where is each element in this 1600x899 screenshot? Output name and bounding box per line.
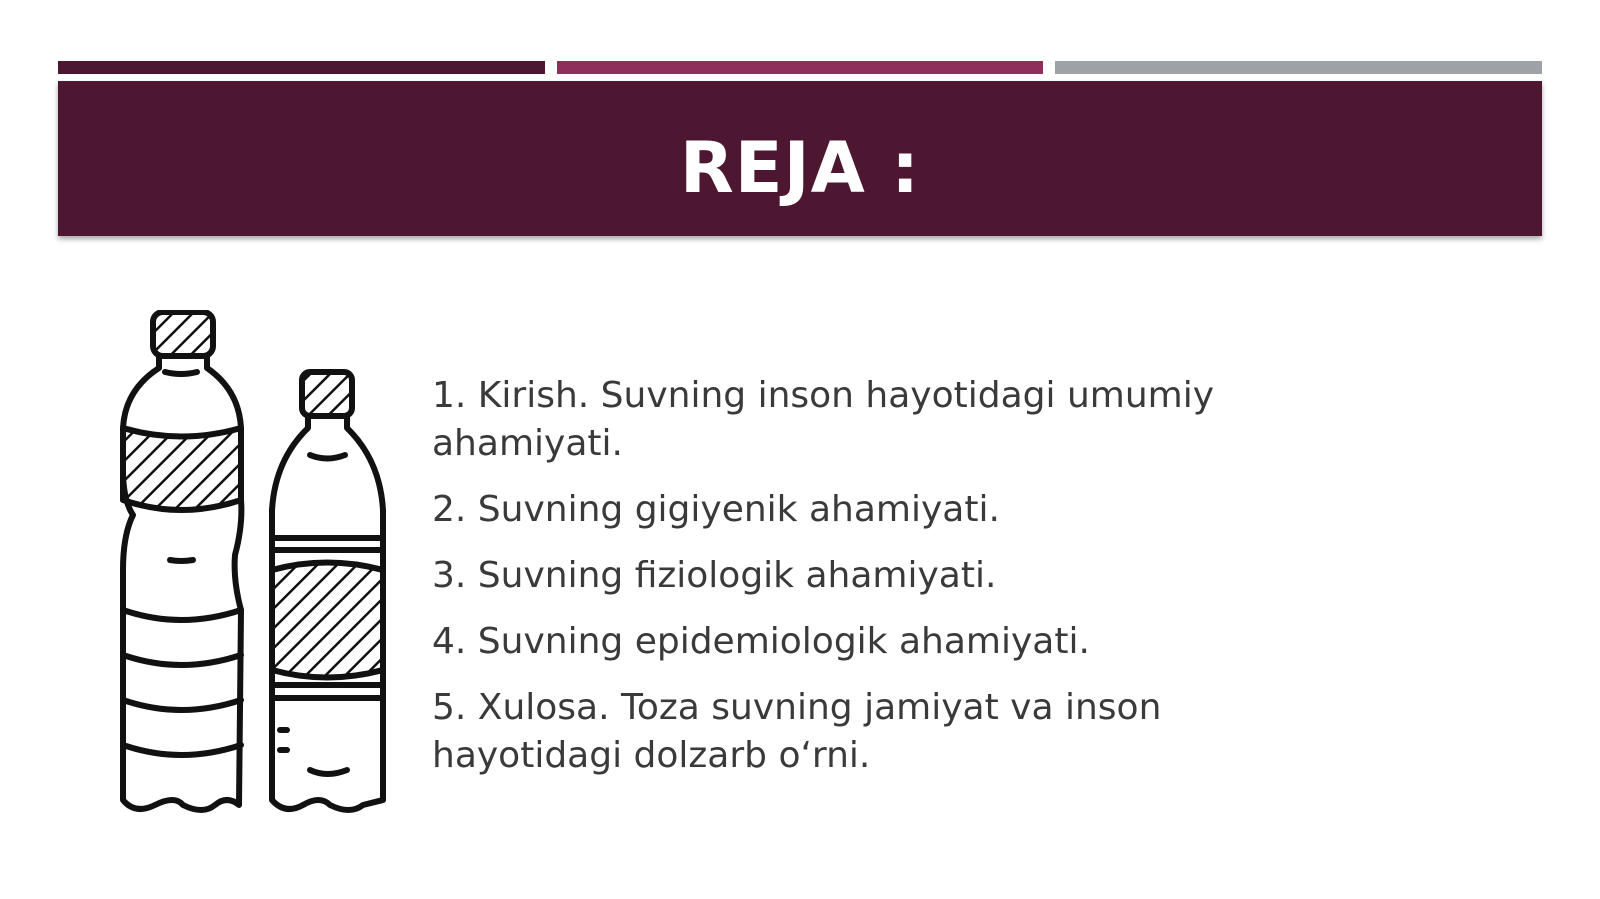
- agenda-item-3: 3. Suvning fiziologik ahamiyati.: [432, 555, 997, 596]
- agenda-item-5: 5. Xulosa. Toza suvning jamiyat va inson hayotidagi dolzarb o‘rni.: [432, 687, 1162, 776]
- water-bottles-icon: [115, 310, 395, 825]
- agenda-item-2: 2. Suvning gigiyenik ahamiyati.: [432, 489, 1000, 530]
- accent-bar-magenta: [557, 61, 1043, 74]
- agenda-item-4: 4. Suvning epidemiologik ahamiyati.: [432, 621, 1090, 662]
- accent-bar-gray: [1055, 61, 1542, 74]
- accent-bar-dark: [58, 61, 545, 74]
- agenda-list: [432, 372, 1332, 798]
- slide-title: REJA :: [679, 126, 921, 209]
- agenda-item-1: 1. Kirish. Suvning inson hayotidagi umumiy ahamiyati.: [432, 375, 1215, 464]
- title-banner: [58, 81, 1542, 236]
